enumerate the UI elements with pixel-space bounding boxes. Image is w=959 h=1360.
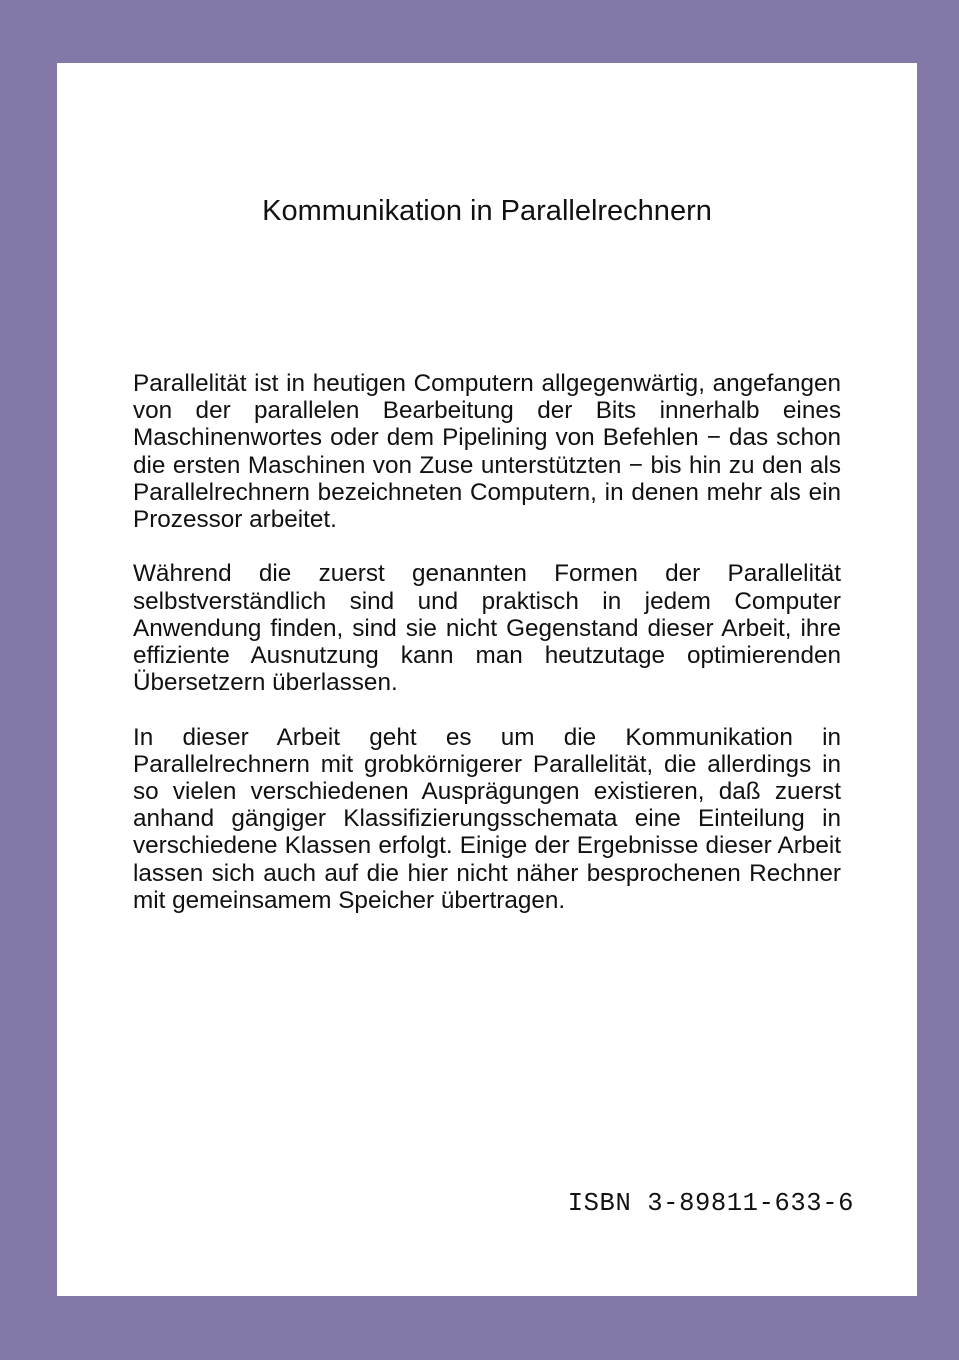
blurb-paragraph-3: In dieser Arbeit geht es um die Kommunikation in Parallelrechnern mit grobkörnigerer Parallelität, die allerdings in so vielen verschiedenen Ausprägungen existieren, daß zuerst anhand gängiger Klassifizierungsschemata eine Einteilung in verschiedene Klassen erfolgt. Einige der Ergebnisse dieser Arbeit lassen sich auch auf die hier nicht näher besprochenen Rechner mit gemeinsamem Speicher übertragen.	[133, 723, 841, 914]
back-cover-page	[57, 63, 917, 1296]
blurb-paragraph-2: Während die zuerst genannten Formen der Parallelität selbstverständlich sind und praktisch in jedem Computer Anwendung finden, sind sie nicht Gegenstand dieser Arbeit, ihre effiziente Ausnutzung kann man heutzutage optimierenden Übersetzern überlassen.	[133, 560, 841, 697]
blurb-paragraph-1: Parallelität ist in heutigen Computern allgegenwärtig, angefangen von der parallelen Bearbeitung der Bits innerhalb eines Maschinenwortes oder dem Pipelining von Befehlen − das schon die ersten Maschinen von Zuse unterstützten − bis hin zu den als Parallelrechnern bezeichneten Computern, in denen mehr als ein Prozessor arbeitet.	[133, 370, 841, 534]
blurb-text	[133, 370, 841, 941]
book-title: Kommunikation in Parallelrechnern	[262, 195, 712, 227]
isbn-number: ISBN 3-89811-633-6	[567, 1189, 854, 1218]
